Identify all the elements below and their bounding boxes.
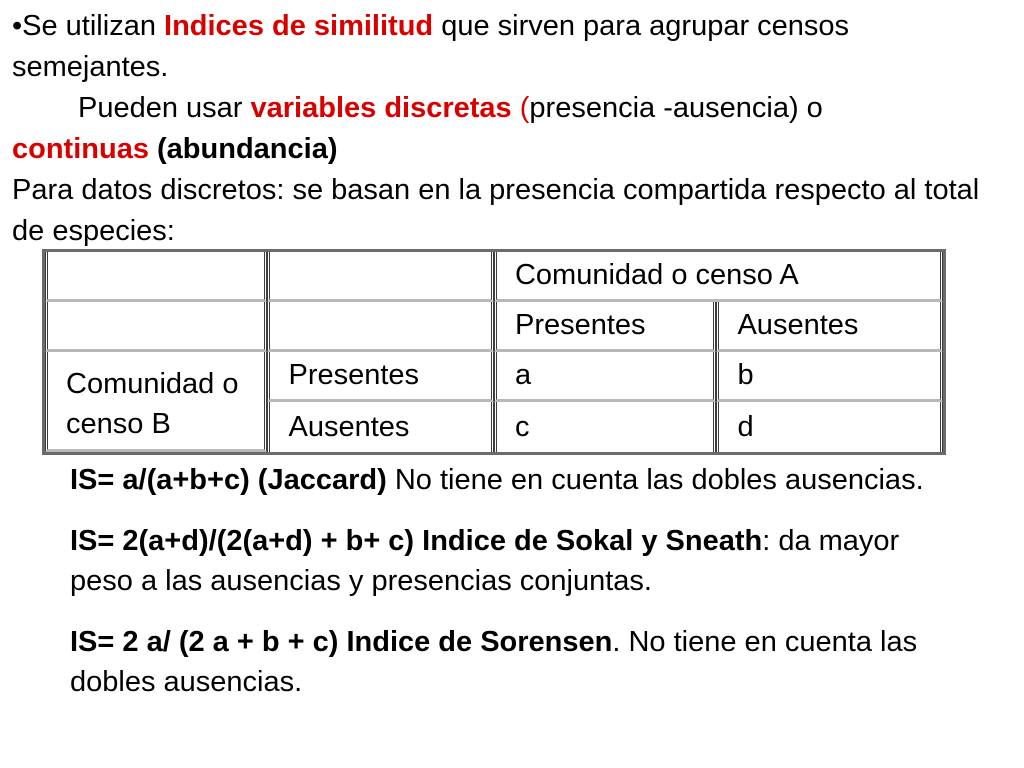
- formula-description: . No tiene en cuenta las dobles ausencias.: [70, 626, 918, 698]
- similarity-table: [42, 249, 946, 455]
- row-label-ausentes: Ausentes: [267, 402, 494, 452]
- formula-description: No tiene en cuenta las dobles ausencias.: [386, 464, 924, 496]
- formula-sorensen: [70, 622, 970, 702]
- empty-cell: [45, 252, 267, 302]
- row-label-presentes: Presentes: [267, 352, 494, 402]
- formula-equation: IS= 2 a/ (2 a + b + c): [70, 626, 347, 658]
- intro-line-2b: [12, 129, 1012, 170]
- intro-line-1: [12, 6, 1012, 88]
- intro-text-run: que sirven para agrupar censos semejantes.: [12, 10, 850, 83]
- intro-line-3: Para datos discretos: se basan en la presencia compartida respecto al total de especies:: [12, 174, 980, 247]
- cell-d: d: [716, 402, 943, 452]
- intro-text-run: Pueden usar: [78, 92, 251, 124]
- row-label-comunidad-b: Comunidad o censo B: [45, 352, 267, 452]
- empty-cell: [267, 252, 494, 302]
- table-row: [45, 302, 943, 352]
- empty-cell: [45, 302, 267, 352]
- formula-list: [70, 460, 970, 723]
- formula-sokal-sneath: [70, 521, 970, 601]
- intro-text-run: presencia -ausencia) o: [529, 92, 823, 124]
- table-row: [45, 252, 943, 302]
- term-variables-discretas: variables discretas: [250, 92, 512, 124]
- cell-a: a: [494, 352, 716, 402]
- intro-text: [12, 6, 1012, 252]
- term-indices-similitud: Indices de similitud: [164, 10, 434, 42]
- term-continuas: continuas: [12, 133, 149, 165]
- formula-name: Indice de Sorensen: [346, 626, 613, 658]
- cell-c: c: [494, 402, 716, 452]
- formula-equation: IS= a/(a+b+c): [70, 464, 258, 496]
- header-ausentes: Ausentes: [716, 302, 943, 352]
- formula-equation: IS= 2(a+d)/(2(a+d) + b+ c): [70, 525, 423, 557]
- intro-line-2: [12, 88, 1012, 129]
- table-row: [45, 352, 943, 402]
- formula-name: (Jaccard): [257, 464, 387, 496]
- cell-b: b: [716, 352, 943, 402]
- header-comunidad-a: Comunidad o censo A: [494, 252, 943, 302]
- empty-cell: [267, 302, 494, 352]
- open-paren: (: [511, 92, 530, 124]
- formula-name: Indice de Sokal y Sneath: [422, 525, 763, 557]
- header-presentes: Presentes: [494, 302, 716, 352]
- term-abundancia: (abundancia): [148, 133, 338, 165]
- formula-description: : da mayor peso a las ausencias y presencias conjuntas.: [70, 525, 900, 597]
- intro-text-run: •Se utilizan: [12, 10, 165, 42]
- formula-jaccard: [70, 460, 970, 500]
